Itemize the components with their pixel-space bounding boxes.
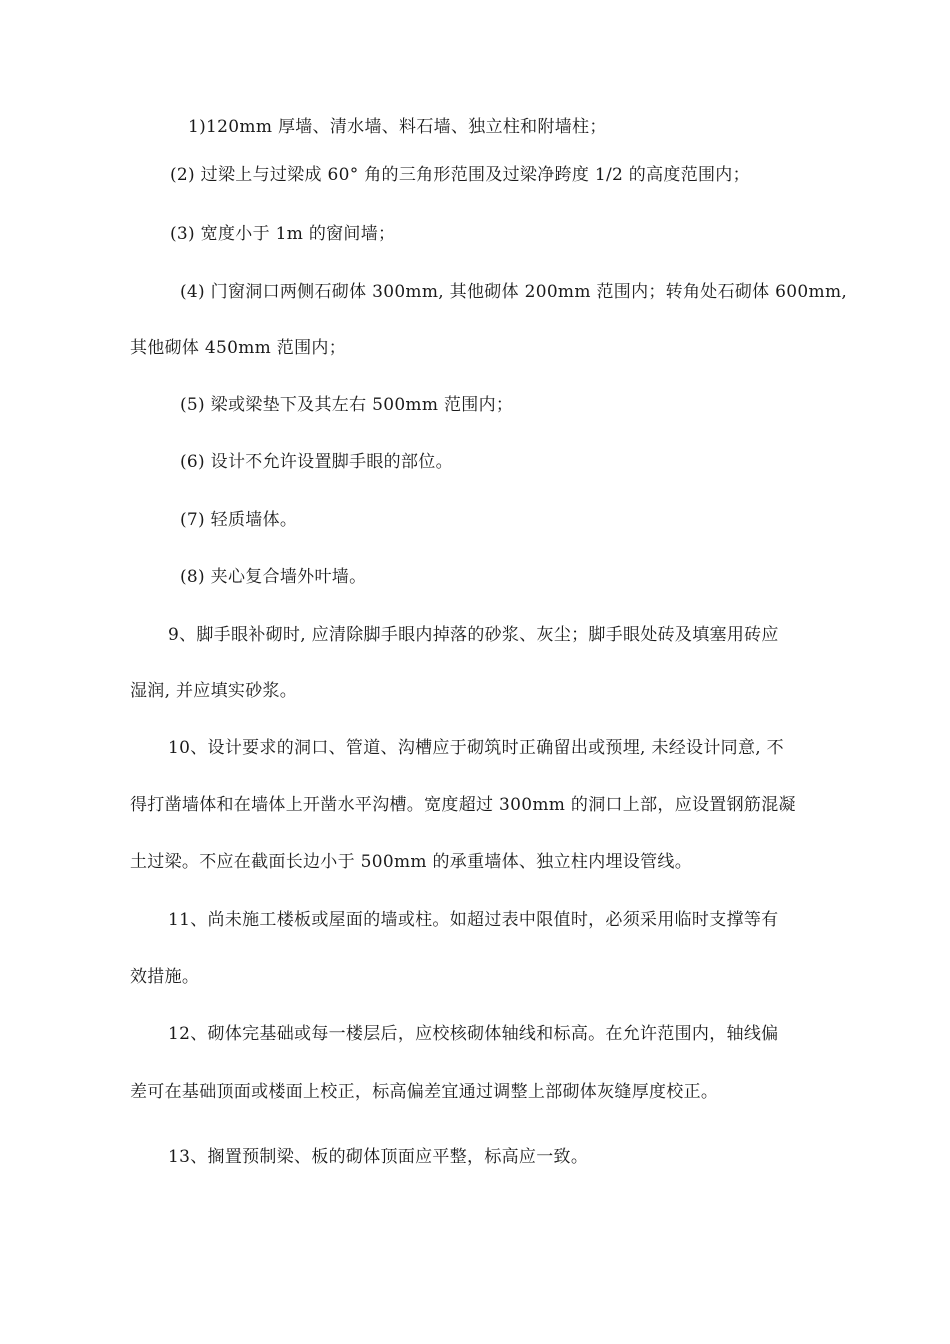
list-item-5: (5) 梁或梁垫下及其左右 500mm 范围内； bbox=[180, 395, 514, 415]
paragraph-12-continued: 差可在基础顶面或楼面上校正，标高偏差宜通过调整上部砌体灰缝厚度校正。 bbox=[130, 1082, 719, 1102]
list-item-6: (6) 设计不允许设置脚手眼的部位。 bbox=[180, 452, 453, 472]
list-item-1: 1)120mm 厚墙、清水墙、料石墙、独立柱和附墙柱； bbox=[188, 117, 607, 137]
paragraph-10-line-3: 土过梁。不应在截面长边小于 500mm 的承重墙体、独立柱内埋设管线。 bbox=[130, 852, 692, 872]
list-item-4-continued: 其他砌体 450mm 范围内； bbox=[130, 338, 346, 358]
paragraph-11: 11、尚未施工楼板或屋面的墙或柱。如超过表中限值时，必须采用临时支撑等有 bbox=[168, 910, 779, 930]
paragraph-12: 12、砌体完基础或每一楼层后，应校核砌体轴线和标高。在允许范围内，轴线偏 bbox=[168, 1024, 779, 1044]
paragraph-9-continued: 湿润, 并应填实砂浆。 bbox=[130, 681, 298, 701]
list-item-8: (8) 夹心复合墙外叶墙。 bbox=[180, 567, 367, 587]
list-item-7: (7) 轻质墙体。 bbox=[180, 510, 298, 530]
list-item-2: (2) 过梁上与过梁成 60° 角的三角形范围及过梁净跨度 1/2 的高度范围内； bbox=[170, 165, 750, 185]
list-item-4: (4) 门窗洞口两侧石砌体 300mm, 其他砌体 200mm 范围内；转角处石砌体 600mm, bbox=[180, 282, 848, 302]
paragraph-10: 10、设计要求的洞口、管道、沟槽应于砌筑时正确留出或预埋, 未经设计同意, 不 bbox=[168, 738, 784, 758]
paragraph-13: 13、搁置预制梁、板的砌体顶面应平整，标高应一致。 bbox=[168, 1147, 589, 1167]
paragraph-11-continued: 效措施。 bbox=[130, 967, 200, 987]
paragraph-10-line-2: 得打凿墙体和在墙体上开凿水平沟槽。宽度超过 300mm 的洞口上部，应设置钢筋混凝 bbox=[130, 795, 796, 815]
paragraph-9: 9、脚手眼补砌时, 应清除脚手眼内掉落的砂浆、灰尘；脚手眼处砖及填塞用砖应 bbox=[168, 625, 779, 645]
list-item-3: (3) 宽度小于 1m 的窗间墙； bbox=[170, 224, 396, 244]
